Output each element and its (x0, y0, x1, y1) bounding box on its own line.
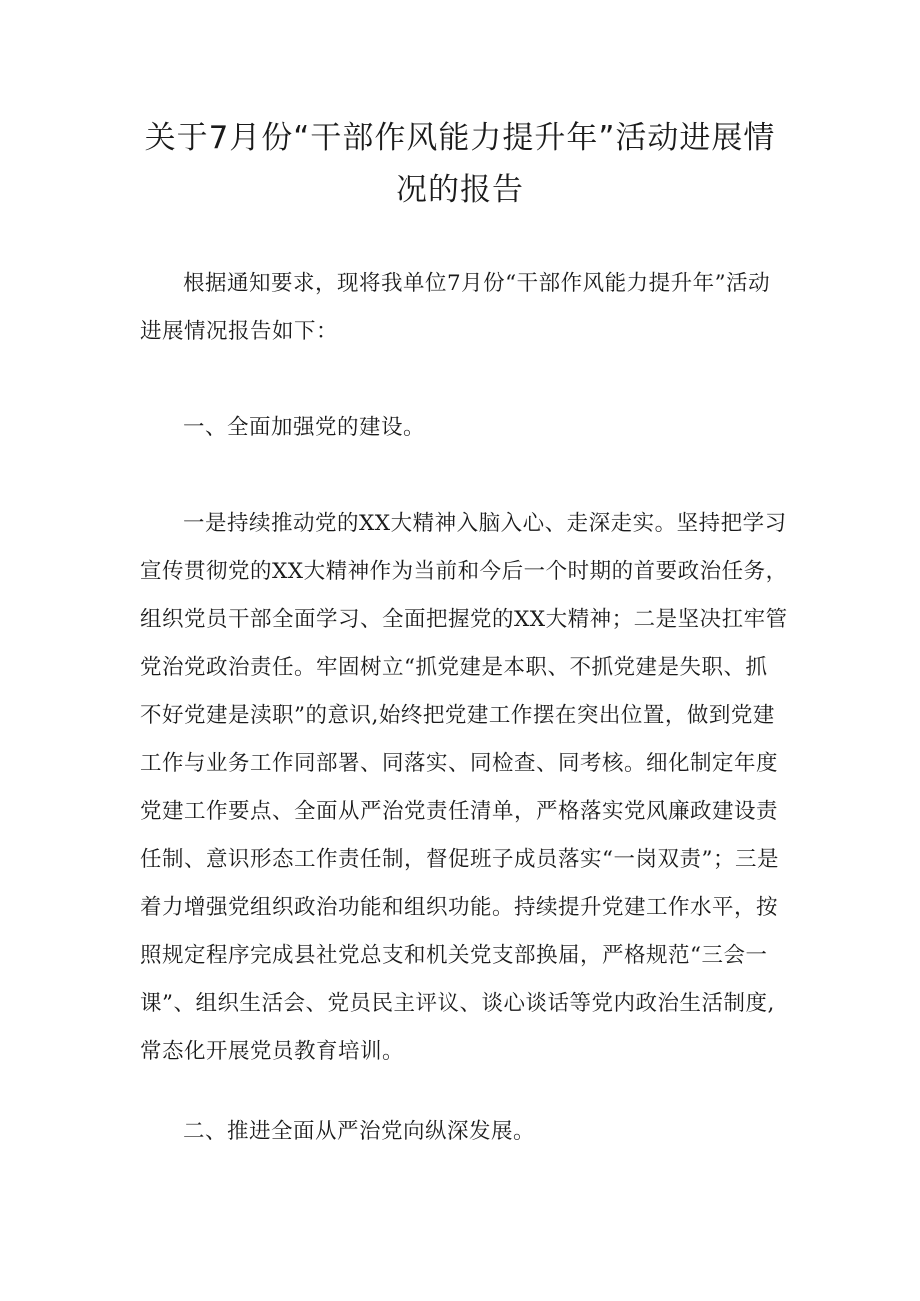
document-title: 关于7月份“干部作风能力提升年”活动进展情况的报告 (144, 120, 776, 208)
intro-paragraph: 根据通知要求，现将我单位7月份“干部作风能力提升年”活动进展情况报告如下： (140, 271, 771, 344)
section-1-heading: 一、全面加强党的建设。 (183, 415, 426, 440)
section-1-paragraph: 一是持续推动党的XX大精神入脑入心、走深走实。坚持把学习宣传贯彻党的XX大精神作为当前和今后一个时期的首要政治任务，组织党员干部全面学习、全面把握党的XX大精神；二是坚决扛牢管党治党政治责任。牢固树立“抓党建是本职、不抓党建是失职、抓不好党建是渎职”的意识,始终把党建工作摆在突出位置，做到党建工作与业务工作同部署、同落实、同检查、同考核。细化制定年度党建工作要点、全面从严治党责任清单，严格落实党风廉政建设责任制、意识形态工作责任制，督促班子成员落实“一岗双责”；三是着力增强党组织政治功能和组织功能。持续提升党建工作水平，按照规定程序完成县社党总支和机关党支部换届，严格规范“三会一课”、组织生活会、党员民主评议、谈心谈话等党内政治生活制度,常态化开展党员教育培训。 (140, 511, 788, 1064)
section-2-heading: 二、推进全面从严治党向纵深发展。 (183, 1119, 536, 1144)
